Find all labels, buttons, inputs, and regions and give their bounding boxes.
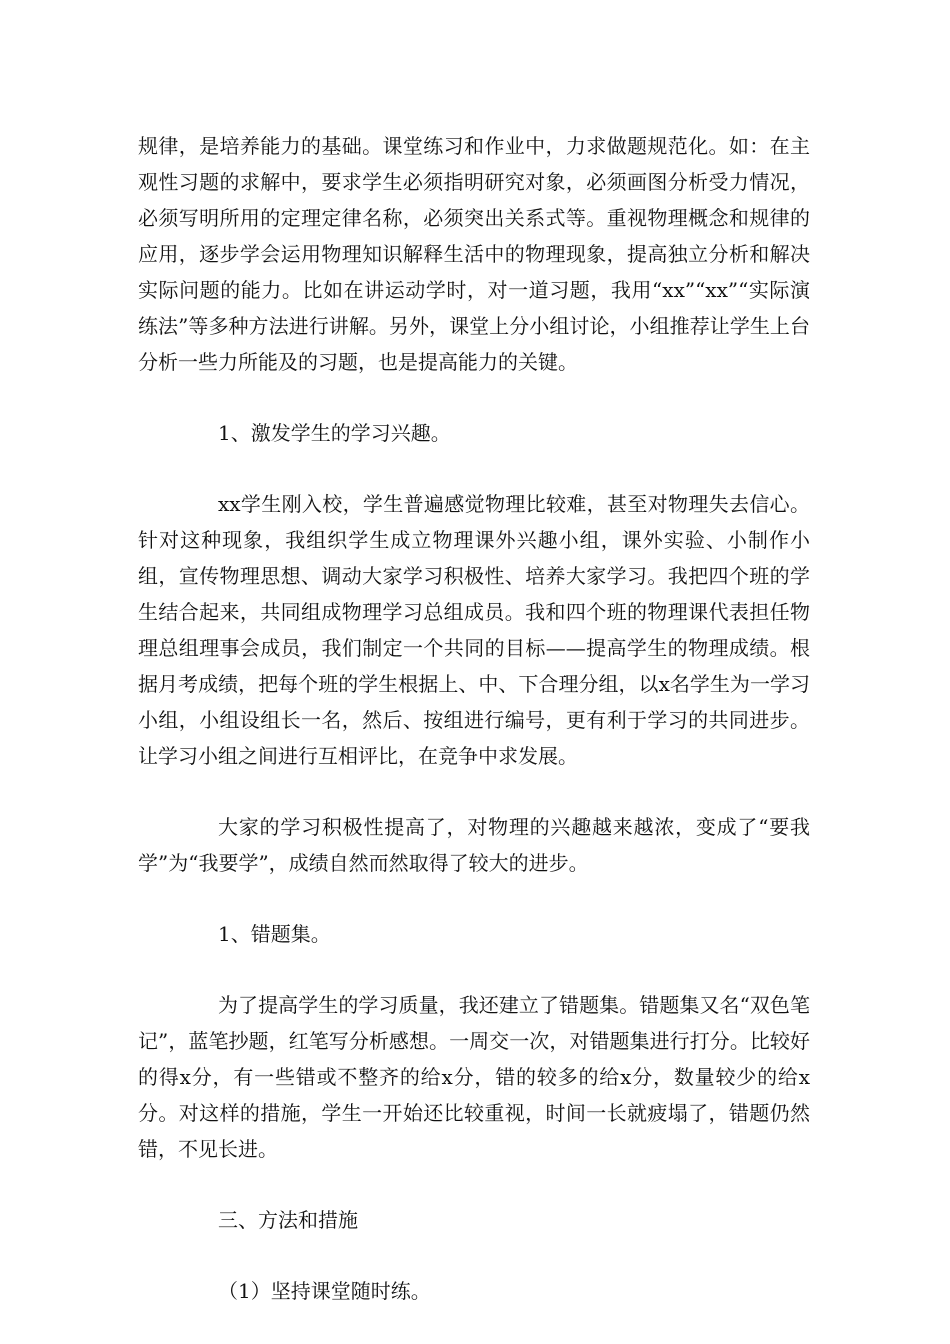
paragraph-4: 为了提高学生的学习质量，我还建立了错题集。错题集又名“双色笔记”，蓝笔抄题，红笔写分析感想。一周交一次，对错题集进行打分。比较好的得x分，有一些错或不整齐的给x分，错的较多的给x分，数量较少的给x分。对这样的措施，学生一开始还比较重视，时间一长就疲塌了，错题仍然错，不见长进。 (138, 993, 810, 1161)
section-heading-3: 三、方法和措施 (218, 1208, 358, 1232)
document-body (138, 128, 810, 1344)
section-heading-1: 1、激发学生的学习兴趣。 (218, 421, 451, 445)
paragraph-1: 规律，是培养能力的基础。课堂练习和作业中，力求做题规范化。如：在主观性习题的求解中，要求学生必须指明研究对象，必须画图分析受力情况，必须写明所用的定理定律名称，必须突出关系式等。重视物理概念和规律的应用，逐步学会运用物理知识解释生活中的物理现象，提高独立分析和解决实际问题的能力。比如在讲运动学时，对一道习题，我用“xx”“xx”“实际演练法”等多种方法进行讲解。另外，课堂上分小组讨论，小组推荐让学生上台分析一些力所能及的习题，也是提高能力的关键。 (138, 134, 810, 374)
section-heading-2: 1、错题集。 (218, 922, 331, 946)
paragraph-3: 大家的学习积极性提高了，对物理的兴趣越来越浓，变成了“要我学”为“我要学”，成绩自然而然取得了较大的进步。 (138, 815, 810, 875)
paragraph-2: xx学生刚入校，学生普遍感觉物理比较难，甚至对物理失去信心。针对这种现象，我组织学生成立物理课外兴趣小组，课外实验、小制作小组，宣传物理思想、调动大家学习积极性、培养大家学习。我把四个班的学生结合起来，共同组成物理学习总组成员。我和四个班的物理课代表担任物理总组理事会成员，我们制定一个共同的目标——提高学生的物理成绩。根据月考成绩，把每个班的学生根据上、中、下合理分组，以x名学生为一学习小组，小组设组长一名，然后、按组进行编号，更有利于学习的共同进步。让学习小组之间进行互相评比，在竞争中求发展。 (138, 492, 810, 768)
section-heading-4: （1）坚持课堂随时练。 (218, 1279, 431, 1303)
